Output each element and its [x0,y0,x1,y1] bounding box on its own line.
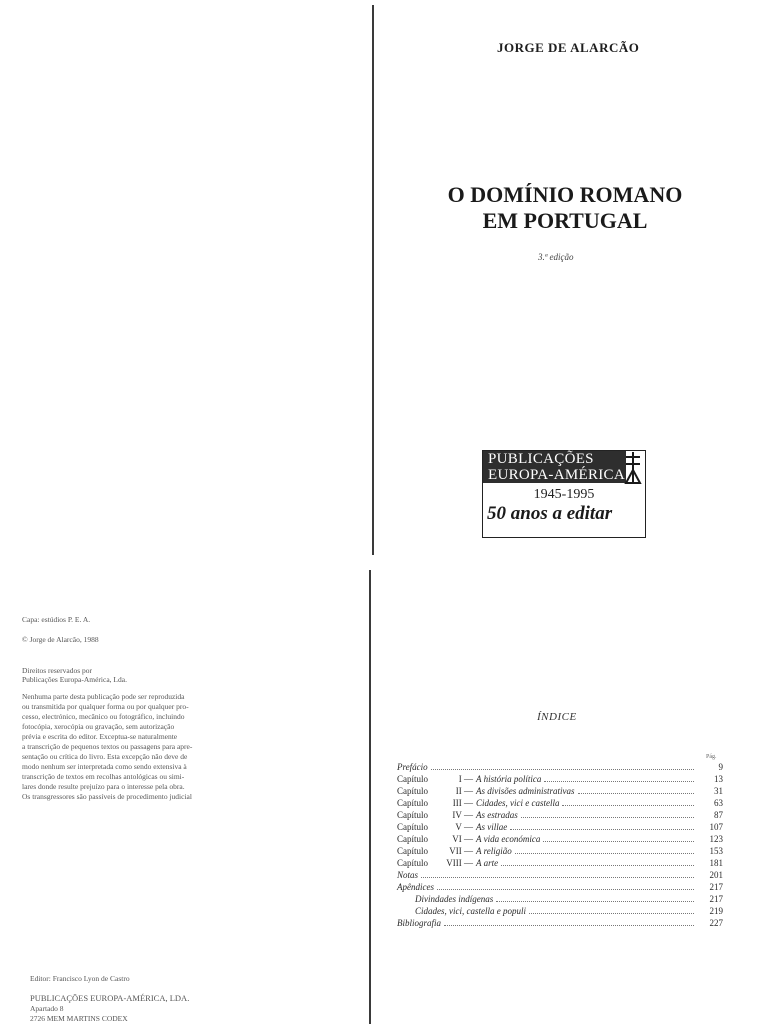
toc-title: Cidades, vici e castella [476,798,560,808]
toc-title: A arte [476,858,499,868]
notice-line: transcrição de textos em recolhas antológicas ou simi- [22,772,185,781]
author-name: JORGE DE ALARCÃO [497,40,640,55]
logo-line-1: PUBLICAÇÕES [488,451,594,467]
address-line: 2726 MEM MARTINS CODEX [30,1014,128,1023]
toc-page: 107 [709,822,723,832]
toc-title: A história política [476,774,542,784]
editor-line: Editor: Francisco Lyon de Castro [30,974,130,983]
title-line-2: EM PORTUGAL [482,208,648,233]
toc-leader [501,857,694,866]
toc-label: Capítulo [397,810,428,820]
toc-label: Capítulo [397,786,428,796]
toc-title: A vida económica [476,834,541,844]
toc-page: 123 [709,834,723,844]
notice-line: cesso, electrónico, mecânico ou fotográfico, incluindo [22,712,185,721]
toc-title: Cidades, vici, castella e populi [415,906,526,916]
publisher-logo [482,450,646,538]
spine-fold-bottom [369,570,371,1024]
toc-row [397,761,723,773]
toc-label: Capítulo [397,846,428,856]
toc-page: 217 [709,894,723,904]
toc-label: Apêndices [397,882,434,892]
toc-row [397,785,723,797]
spine-fold-top [372,5,374,555]
rights-line-2: Publicações Europa-América, Lda. [22,675,127,684]
page-column-label: Pág. [706,754,717,760]
logo-years: 1945-1995 [533,487,595,502]
toc-page: 13 [714,774,723,784]
toc-page: 219 [709,906,723,916]
notice-line: prévia e escrita do editor. Exceptua-se naturalmente [22,732,178,741]
toc-chapter: VII — [449,846,473,856]
toc-row [397,773,723,785]
toc-title: As villae [476,822,508,832]
title-line-1: O DOMÍNIO ROMANO [447,182,683,207]
toc-page: 87 [714,810,723,820]
toc-leader [437,881,694,890]
toc-page: 153 [709,846,723,856]
toc-row [397,881,723,893]
toc-leader [521,809,694,818]
notice-line: Nenhuma parte desta publicação pode ser reproduzida [22,692,185,701]
edition-label: 3.ª edição [538,252,574,262]
toc-row [397,797,723,809]
toc-page: 31 [714,786,723,796]
rights-line-1: Direitos reservados por [22,666,92,675]
toc-label: Capítulo [397,798,428,808]
toc-chapter: V — [455,822,473,832]
toc-label: Capítulo [397,834,428,844]
toc-leader [510,821,694,830]
toc-label: Notas [397,870,419,880]
apartado-line: Apartado 8 [30,1004,64,1013]
toc-chapter: I — [458,774,473,784]
notice-line: sentação ou crítica do livro. Esta excepção não deve de [22,752,188,761]
notice-line: a transcrição de pequenos textos ou passagens para apre- [22,742,193,751]
toc-chapter: IV — [452,810,473,820]
notice-line: fotocópia, xerocópia ou gravação, sem autorização [22,722,175,731]
toc-row [397,917,723,929]
toc-title: As estradas [476,810,518,820]
toc-leader [444,917,694,926]
book-title [400,182,730,234]
toc-page: 63 [714,798,723,808]
toc-page: 9 [718,762,723,772]
toc-row [397,869,723,881]
logo-emblem-icon [624,451,642,485]
copyright-line: © Jorge de Alarcão, 1988 [22,635,99,644]
toc-label: Capítulo [397,774,428,784]
toc-chapter: VIII — [446,858,473,868]
toc-leader [578,785,695,794]
toc-page: 181 [709,858,723,868]
toc-row [397,809,723,821]
notice-line: lares donde resulte prejuízo para o interesse pela obra. [22,782,185,791]
toc-row [397,857,723,869]
notice-line: Os transgressores são passíveis de procedimento judicial [22,792,192,801]
logo-band [483,451,626,483]
notice-line: modo nenhum ser interpretada como sendo extensiva à [22,762,187,771]
toc-page: 217 [709,882,723,892]
toc-chapter: III — [452,798,473,808]
toc-leader [421,869,694,878]
legal-notice [22,692,222,802]
cover-credit: Capa: estúdios P. E. A. [22,615,91,624]
toc-row [397,821,723,833]
notice-line: ou transmitida por qualquer forma ou por qualquer pro- [22,702,189,711]
publisher-line: PUBLICAÇÕES EUROPA-AMÉRICA, LDA. [30,993,190,1003]
toc-leader [529,905,694,914]
toc-row [397,893,723,905]
toc-row [397,833,723,845]
toc-row [397,905,723,917]
toc-leader [431,761,694,770]
toc-label: Prefácio [397,762,428,772]
toc-title: As divisões administrativas [476,786,575,796]
toc-page: 201 [709,870,723,880]
toc-chapter: VI — [452,834,473,844]
logo-tagline: 50 anos a editar [487,503,613,524]
toc-label: Capítulo [397,822,428,832]
toc-label: Capítulo [397,858,428,868]
logo-line-2: EUROPA-AMÉRICA [488,467,625,483]
toc-title: Divindades indígenas [415,894,494,904]
index-heading: ÍNDICE [537,711,577,723]
toc-leader [543,833,694,842]
toc-label: Bibliografia [397,918,442,928]
toc-chapter: II — [455,786,473,796]
toc-leader [496,893,694,902]
toc-row [397,845,723,857]
toc-page: 227 [709,918,723,928]
toc-leader [515,845,694,854]
toc-leader [562,797,694,806]
toc-leader [544,773,694,782]
toc-title: A religião [476,846,512,856]
